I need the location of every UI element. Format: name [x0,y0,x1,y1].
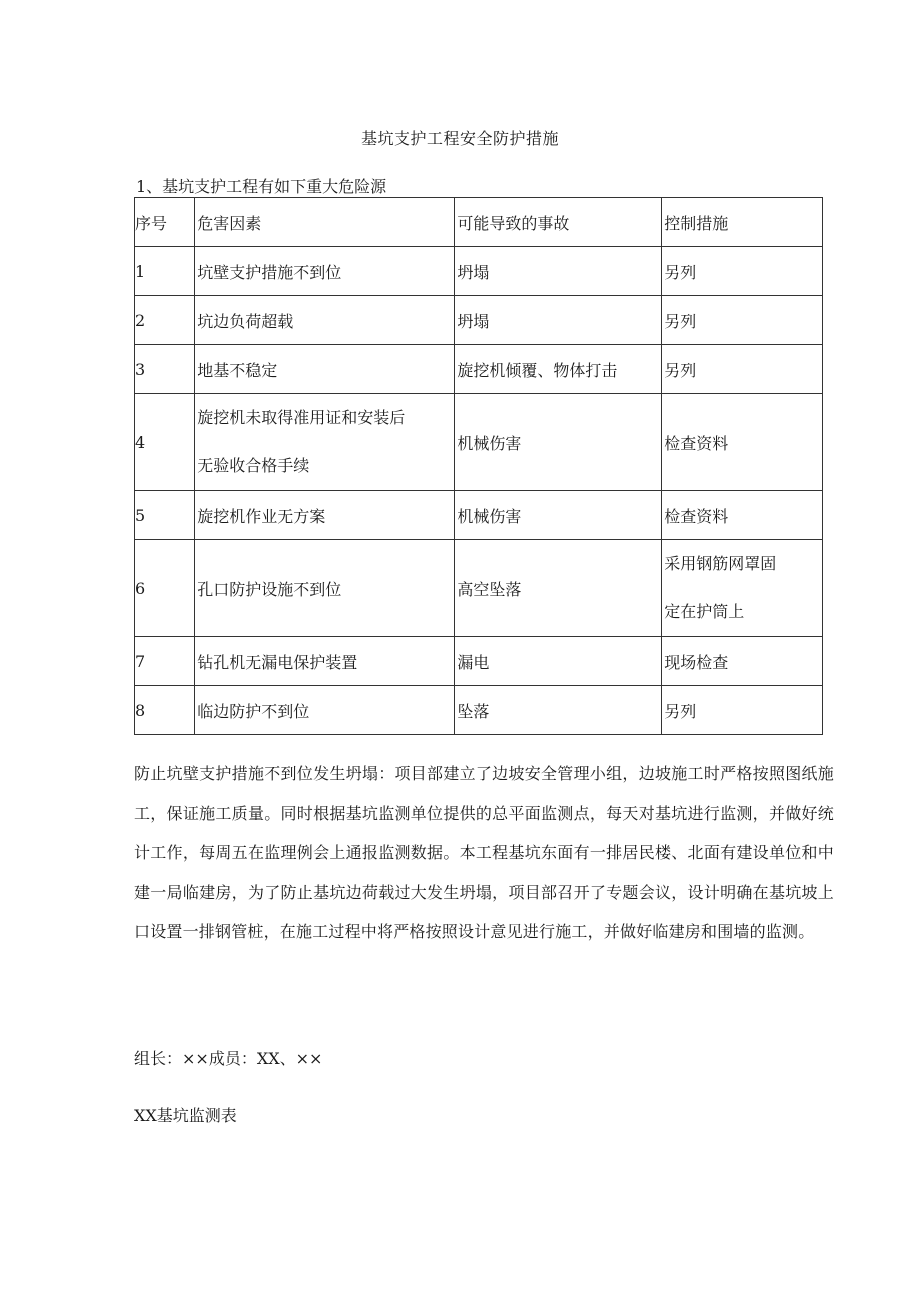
document-title: 基坑支护工程安全防护措施 [360,129,559,148]
cell-control: 另列 [662,686,823,735]
cell-hazard: 临边防护不到位 [195,686,455,735]
table-row [135,637,823,686]
cell-hazard [195,394,455,491]
cell-accident: 机械伤害 [455,491,662,540]
header-accident: 可能导致的事故 [455,198,662,247]
cell-control-line: 采用钢筋网罩固 [664,554,777,573]
cell-accident: 漏电 [455,637,662,686]
cell-control [662,540,823,637]
cell-no: 6 [135,540,195,637]
cell-control: 现场检查 [662,637,823,686]
cell-accident: 旋挖机倾覆、物体打击 [455,345,662,394]
cell-control-line: 定在护筒上 [664,602,745,621]
header-hazard: 危害因素 [195,198,455,247]
cell-control: 检查资料 [662,491,823,540]
table-header-row [135,198,823,247]
cell-control: 另列 [662,247,823,296]
cell-control: 另列 [662,296,823,345]
table-row [135,686,823,735]
table-row [135,296,823,345]
cell-hazard: 地基不稳定 [195,345,455,394]
section-heading: 1、基坑支护工程有如下重大危险源 [136,177,387,196]
cell-hazard: 坑边负荷超载 [195,296,455,345]
body-paragraph: 防止坑壁支护措施不到位发生坍塌：项目部建立了边坡安全管理小组，边坡施工时严格按照图纸施工，保证施工质量。同时根据基坑监测单位提供的总平面监测点，每天对基坑进行监测，并做好统计工作，每周五在监理例会上通报监测数据。本工程基坑东面有一排居民楼、北面有建设单位和中建一局临建房，为了防止基坑边荷载过大发生坍塌，项目部召开了专题会议，设计明确在基坑坡上口设置一排钢管桩，在施工过程中将严格按照设计意见进行施工，并做好临建房和围墙的监测。 [134,764,834,942]
cell-accident: 坍塌 [455,247,662,296]
cell-accident: 坍塌 [455,296,662,345]
table-row [135,247,823,296]
table-row [135,540,823,637]
cell-hazard: 坑壁支护措施不到位 [195,247,455,296]
cell-no: 1 [135,247,195,296]
monitor-table-title: XX基坑监测表 [134,1106,237,1125]
table-row [135,345,823,394]
cell-no: 5 [135,491,195,540]
cell-hazard: 旋挖机作业无方案 [195,491,455,540]
cell-hazard: 孔口防护设施不到位 [195,540,455,637]
cell-control: 另列 [662,345,823,394]
cell-accident: 机械伤害 [455,394,662,491]
header-control: 控制措施 [662,198,823,247]
cell-hazard: 钻孔机无漏电保护装置 [195,637,455,686]
cell-accident: 坠落 [455,686,662,735]
cell-no: 8 [135,686,195,735]
cell-hazard-line: 无验收合格手续 [197,456,310,475]
cell-no: 7 [135,637,195,686]
header-no: 序号 [135,198,195,247]
cell-no: 4 [135,394,195,491]
cell-accident: 高空坠落 [455,540,662,637]
cell-no: 2 [135,296,195,345]
cell-no: 3 [135,345,195,394]
hazard-table [134,197,823,735]
team-members-line: 组长：××成员：XX、×× [134,1049,323,1068]
table-row [135,394,823,491]
cell-hazard-line: 旋挖机未取得准用证和安装后 [197,408,406,427]
cell-control: 检查资料 [662,394,823,491]
table-row [135,491,823,540]
